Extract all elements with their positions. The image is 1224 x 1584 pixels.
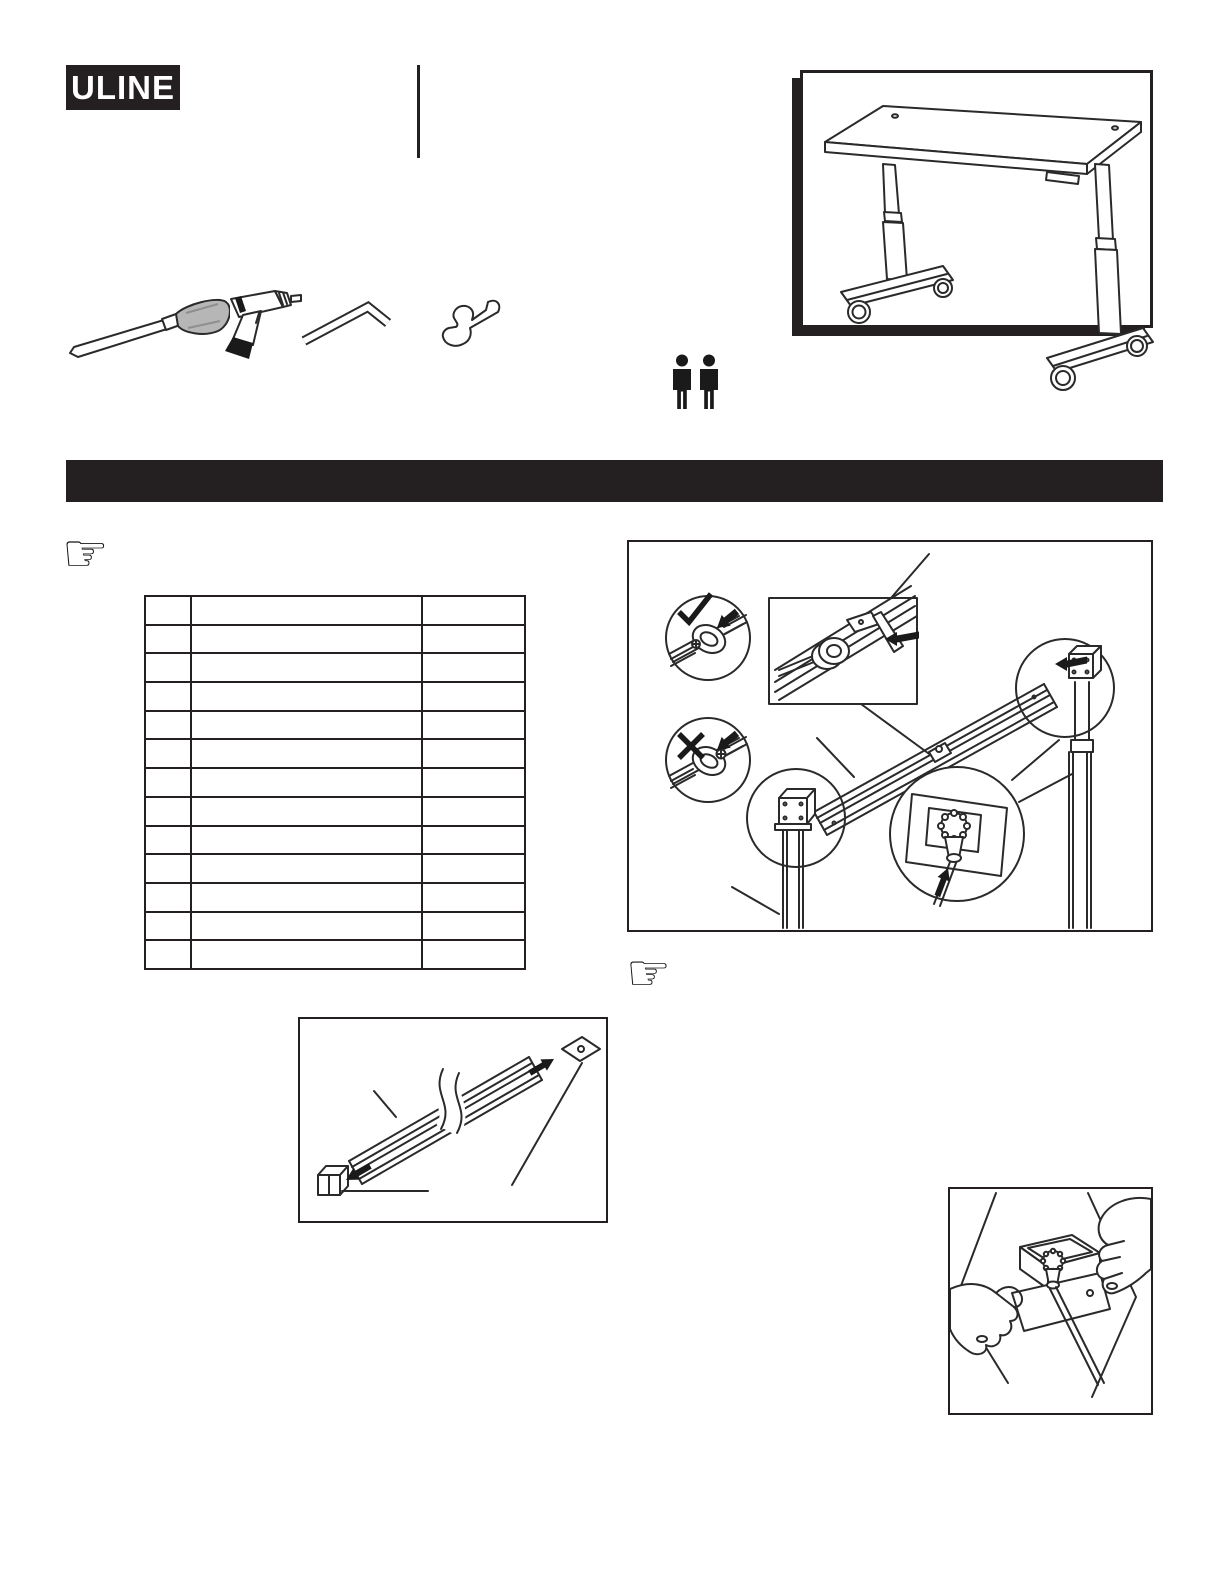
table-cell — [145, 912, 191, 941]
table-cell — [422, 596, 525, 625]
table-row — [145, 625, 525, 654]
table-row — [145, 797, 525, 826]
right-leg-detail — [1016, 639, 1114, 928]
table-cell — [145, 625, 191, 654]
table-cell — [422, 940, 525, 969]
hands-inserting-rod-diagram — [950, 1189, 1151, 1413]
table-row — [145, 768, 525, 797]
table-cell — [191, 826, 422, 855]
uline-logo-text: ULINE — [71, 68, 175, 106]
table-row — [145, 711, 525, 740]
table-row — [145, 596, 525, 625]
table-cell — [191, 653, 422, 682]
table-cell — [191, 596, 422, 625]
detail-circle-correct — [666, 594, 750, 680]
pointing-hand-icon: ☞ — [626, 944, 671, 1002]
table-cell — [145, 826, 191, 855]
table-cell — [422, 826, 525, 855]
table-cell — [422, 797, 525, 826]
uline-logo — [66, 65, 180, 110]
left-hand — [950, 1284, 1022, 1354]
pointing-hand-icon: ☞ — [62, 524, 109, 584]
table-row — [145, 940, 525, 969]
table-cell — [422, 625, 525, 654]
open-end-wrench-icon — [424, 296, 504, 356]
table-cell — [422, 854, 525, 883]
table-cell — [422, 768, 525, 797]
table-row — [145, 912, 525, 941]
right-hand — [1097, 1198, 1151, 1293]
table-row — [145, 883, 525, 912]
table-cell — [145, 797, 191, 826]
table-cell — [145, 940, 191, 969]
crossbar-assembly-diagram — [629, 542, 1151, 930]
table-cell — [145, 854, 191, 883]
table-cell — [191, 768, 422, 797]
table-cell — [145, 883, 191, 912]
section-header-bar — [66, 460, 1163, 502]
crossbar-end-caps-diagram — [300, 1019, 606, 1221]
two-person-assembly-icon — [670, 354, 724, 410]
table-cell — [145, 653, 191, 682]
table-cell — [191, 711, 422, 740]
hex-key-icon — [298, 293, 394, 351]
detail-circle-wrong — [666, 718, 750, 802]
table-cell — [422, 883, 525, 912]
latch-detail-inset — [769, 586, 919, 704]
parts-table — [144, 595, 526, 970]
table-cell — [145, 682, 191, 711]
table-cell — [191, 854, 422, 883]
power-drill-icon — [213, 283, 305, 363]
parts-table-body — [145, 596, 525, 969]
header-divider-rule — [417, 65, 420, 158]
hands-diagram-frame — [948, 1187, 1153, 1415]
assembly-diagram-frame — [627, 540, 1153, 932]
table-cell — [145, 711, 191, 740]
table-cell — [191, 739, 422, 768]
table-cell — [145, 768, 191, 797]
adjustable-table-illustration — [795, 72, 1161, 392]
rail-diagram-frame — [298, 1017, 608, 1223]
table-row — [145, 826, 525, 855]
table-cell — [191, 912, 422, 941]
table-cell — [422, 682, 525, 711]
drive-bracket — [1012, 1235, 1110, 1331]
screwdriver-icon — [68, 293, 230, 359]
table-cell — [191, 940, 422, 969]
table-cell — [422, 653, 525, 682]
table-row — [145, 653, 525, 682]
table-row — [145, 682, 525, 711]
table-row — [145, 739, 525, 768]
drive-gear-detail — [890, 767, 1024, 906]
end-cap-right — [562, 1037, 600, 1061]
table-cell — [191, 625, 422, 654]
table-cell — [145, 596, 191, 625]
table-cell — [191, 883, 422, 912]
table-cell — [145, 739, 191, 768]
table-cell — [422, 711, 525, 740]
table-cell — [191, 682, 422, 711]
table-cell — [422, 912, 525, 941]
table-cell — [191, 797, 422, 826]
table-cell — [422, 739, 525, 768]
table-row — [145, 854, 525, 883]
